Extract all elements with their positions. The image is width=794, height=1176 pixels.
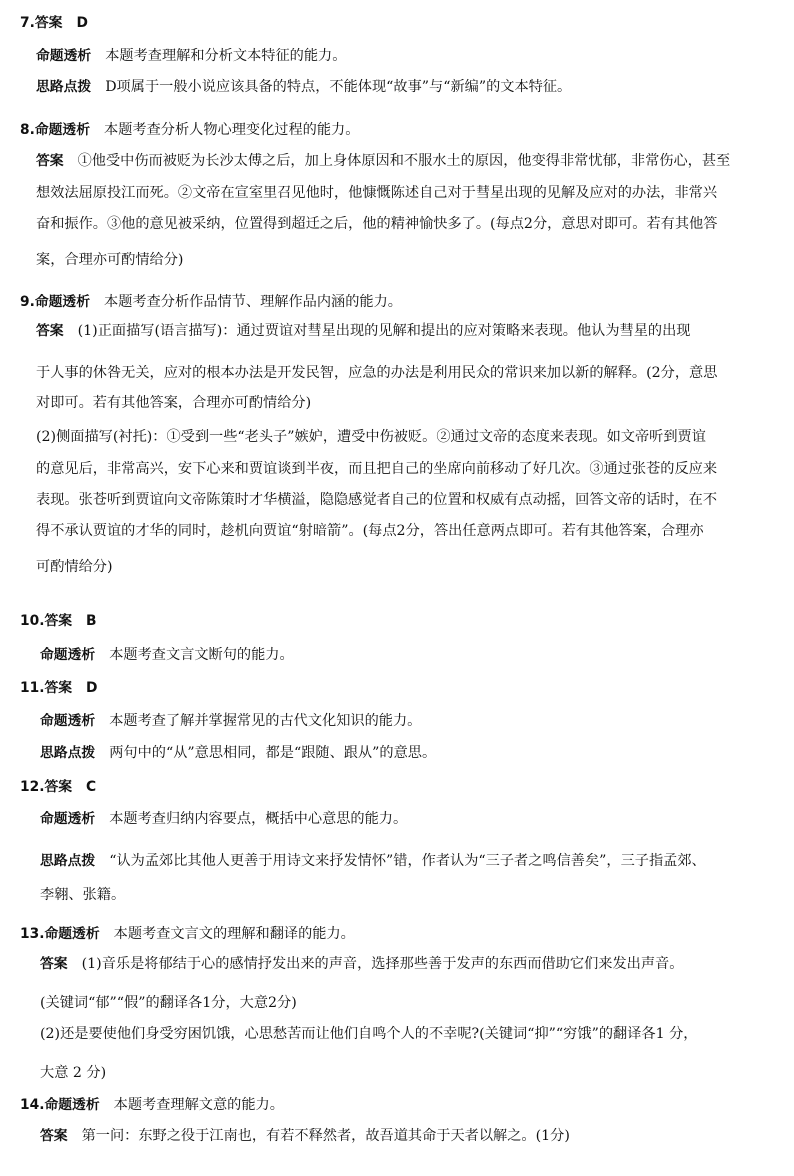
q10-intent bbox=[40, 646, 294, 664]
q14-answer bbox=[40, 1127, 570, 1145]
intent-text: 本题考查理解和分析文本特征的能力。 bbox=[105, 48, 347, 64]
question-number: 14. bbox=[20, 1097, 45, 1113]
q13-answer-line-2: (关键词“郁”“假”的翻译各1分，大意2分) bbox=[40, 995, 297, 1011]
intent-text: 本题考查归纳内容要点，概括中心意思的能力。 bbox=[109, 811, 408, 827]
q8-answer-line-3: 奋和振作。③他的意见被采纳，位置得到超迁之后，他的精神愉快多了。(每点2分，意思对即可。若有其他答 bbox=[36, 216, 718, 232]
answer-label: 答案 bbox=[40, 1128, 68, 1144]
hint-label: 思路点拨 bbox=[36, 79, 92, 95]
q7-header bbox=[20, 14, 88, 32]
q13-answer-line-4: 大意 2 分) bbox=[40, 1065, 107, 1081]
intent-label: 命题透析 bbox=[34, 294, 91, 310]
q13-answer-line-1 bbox=[40, 955, 683, 973]
q11-intent bbox=[40, 712, 421, 730]
q9-answer-line-4: (2)侧面描写(衬托)：①受到一些“老头子”嫉妒，遭受中伤被贬。②通过文帝的态度来表现。如文帝听到贾谊 bbox=[36, 429, 706, 445]
q11-hint bbox=[40, 744, 436, 762]
intent-label: 命题透析 bbox=[44, 926, 100, 942]
q12-hint-line-1 bbox=[40, 852, 706, 870]
hint-label: 思路点拨 bbox=[40, 853, 96, 869]
intent-label: 命题透析 bbox=[36, 48, 92, 64]
answer-label: 答案 bbox=[40, 956, 68, 972]
intent-label: 命题透析 bbox=[34, 122, 91, 138]
question-number: 13. bbox=[20, 926, 45, 942]
q9-answer-line-5: 的意见后，非常高兴，安下心来和贾谊谈到半夜，而且把自己的坐席向前移动了好几次。③通过张苍的反应来 bbox=[36, 461, 718, 477]
question-number: 8. bbox=[20, 122, 35, 138]
q8-header bbox=[20, 121, 359, 139]
answer-text: (1)音乐是将郁结于心的感情抒发出来的声音，选择那些善于发声的东西而借助它们来发出声音。 bbox=[81, 956, 684, 972]
answer-value: C bbox=[86, 779, 97, 795]
hint-text: “认为孟郊比其他人更善于用诗文来抒发情怀”错，作者认为“三子者之鸣信善矣”，三子指孟郊、 bbox=[109, 853, 706, 869]
answer-label: 答案 bbox=[34, 15, 63, 31]
answer-label: 答案 bbox=[44, 779, 73, 795]
q13-header bbox=[20, 925, 355, 943]
intent-label: 命题透析 bbox=[40, 713, 96, 729]
question-number: 9. bbox=[20, 294, 35, 310]
hint-label: 思路点拨 bbox=[40, 745, 96, 761]
question-number: 11. bbox=[20, 680, 45, 696]
answer-text: 第一问：东野之役于江南也，有若不释然者，故吾道其命于天者以解之。(1分) bbox=[81, 1128, 570, 1144]
question-number: 12. bbox=[20, 779, 45, 795]
answer-label: 答案 bbox=[44, 680, 73, 696]
answer-label: 答案 bbox=[44, 613, 73, 629]
intent-text: 本题考查理解文意的能力。 bbox=[113, 1097, 284, 1113]
q12-header bbox=[20, 778, 96, 796]
q9-header bbox=[20, 293, 402, 311]
intent-text: 本题考查文言文断句的能力。 bbox=[109, 647, 294, 663]
q9-answer-line-6: 表现。张苍听到贾谊向文帝陈策时才华横溢，隐隐感觉者自己的位置和权威有点动摇，回答文帝的话时，在不 bbox=[36, 492, 718, 508]
q11-header bbox=[20, 679, 98, 697]
answer-text: ①他受中伤而被贬为长沙太傅之后，加上身体原因和不服水土的原因，他变得非常忧郁，非常伤心，甚至 bbox=[77, 153, 731, 169]
answer-value: D bbox=[86, 680, 98, 696]
q7-hint bbox=[36, 78, 571, 96]
q9-answer-line-2: 于人事的休咎无关，应对的根本办法是开发民智，应急的办法是利用民众的常识来加以新的解释。(2分，意思 bbox=[36, 365, 718, 381]
q8-answer-line-1 bbox=[36, 152, 730, 170]
hint-text: 两句中的“从”意思相同，都是“跟随、跟从”的意思。 bbox=[109, 745, 437, 761]
intent-label: 命题透析 bbox=[40, 647, 96, 663]
q14-header bbox=[20, 1096, 284, 1114]
q12-hint-line-2: 李翱、张籍。 bbox=[40, 887, 126, 903]
answer-label: 答案 bbox=[36, 323, 64, 339]
q9-answer-line-3: 对即可。若有其他答案，合理亦可酌情给分) bbox=[36, 395, 312, 411]
intent-text: 本题考查文言文的理解和翻译的能力。 bbox=[113, 926, 355, 942]
intent-text: 本题考查分析作品情节、理解作品内涵的能力。 bbox=[104, 294, 402, 310]
question-number: 10. bbox=[20, 613, 45, 629]
answer-label: 答案 bbox=[36, 153, 64, 169]
intent-label: 命题透析 bbox=[40, 811, 96, 827]
intent-text: 本题考查了解并掌握常见的古代文化知识的能力。 bbox=[109, 713, 422, 729]
q8-answer-line-4: 案，合理亦可酌情给分) bbox=[36, 252, 184, 268]
q10-header bbox=[20, 612, 97, 630]
q12-intent bbox=[40, 810, 407, 828]
answer-value: B bbox=[86, 613, 97, 629]
q9-answer-line-7: 得不承认贾谊的才华的同时，趁机向贾谊“射暗箭”。(每点2分，答出任意两点即可。若有其他答案，合理亦 bbox=[36, 523, 704, 539]
intent-text: 本题考查分析人物心理变化过程的能力。 bbox=[104, 122, 360, 138]
answer-text: (1)正面描写(语言描写)：通过贾谊对彗星出现的见解和提出的应对策略来表现。他认为彗星的出现 bbox=[77, 323, 691, 339]
answer-value: D bbox=[76, 15, 88, 31]
q7-intent bbox=[36, 47, 346, 65]
q8-answer-line-2: 想效法屈原投江而死。②文帝在宣室里召见他时，他慷慨陈述自己对于彗星出现的见解及应对的办法，非常兴 bbox=[36, 185, 718, 201]
intent-label: 命题透析 bbox=[44, 1097, 100, 1113]
q9-answer-line-8: 可酌情给分) bbox=[36, 559, 113, 575]
q9-answer-line-1 bbox=[36, 322, 690, 340]
q13-answer-line-3: (2)还是要使他们身受穷困饥饿，心思愁苦而让他们自鸣个人的不幸呢?(关键词“抑”“穷饿”的翻译各1 分， bbox=[40, 1026, 698, 1042]
question-number: 7. bbox=[20, 15, 35, 31]
hint-text: D项属于一般小说应该具备的特点，不能体现“故事”与“新编”的文本特征。 bbox=[105, 79, 572, 95]
